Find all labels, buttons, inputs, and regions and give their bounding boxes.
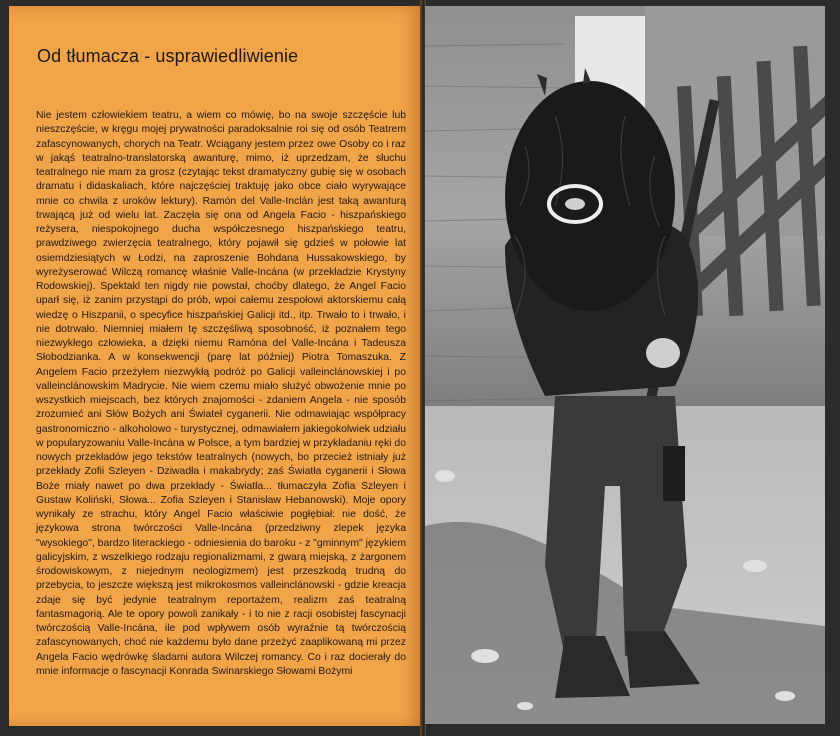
page-title: Od tłumacza - usprawiedliwienie (37, 46, 299, 66)
body-text: Nie jestem człowiekiem teatru, a wiem co mówię, bo na swoje szczęście lub nieszczęście, w kręgu mojej prywatności paradoksalnie roi się od osób Teatrem zafascynowanych, chorych na Teatr. Wciągany jestem przez owe Osoby co i raz w jakąś teatralno-translatorską awanturę, mimo, iż uprzedzam, że słuchu teatralnego nie mam za grosz (czytając tekst dramatyczny gubię się w osobach dramatu i didaskaliach, które najczęściej traktuję jako obce ciało wyrywające mnie co chwila z uroków lektury). Ramón del Valle-Inclán jest taką awanturą trwającą już od wielu lat. Zaczęła się ona od Angela Facio - hiszpańskiego reżysera, niespokojnego ducha współczesnego hiszpańskiego teatru, prawdziwego zwierzęcia teatralnego, który pojawił się gdzieś w połowie lat osiemdziesiątych w Łodzi, na zaproszenie Bohdana Hussakowskiego, by wyreżyserować Wilczą romancę właśnie Valle-Incána (w przekładzie Krystyny Rodowskiej). Spektakl ten nigdy nie powstał, choćby dlatego, że Angel Facio uparł się, iż zanim przystąpi do prób, wpoi całemu zespołowi aktorskiemu całą wiedzę o Hiszpanii, o specyfice hiszpańskiej Galicji itd., itp. Trwało to i trwało, i nie dotrwało. Niemniej miałem tę szczęśliwą sposobność, iż poznałem tego niezwykłego człowieka, a dzięki niemu Ramóna del Valle-Incána i Tadeusza Słobodzianka. A w konsekwencji (parę lat później) Piotra Tomaszuka. Z Angelem Facio przeżyłem niezwykłą podróż po Galicji valleinclánowskiej i po valleinclánowskim Madrycie. Nie wiem czemu miało służyć obwożenie mnie po wszystkich miejscach, bez których znajomości - zdaniem Angela - nie sposób zrozumieć ani Słów Bożych ani Świateł cyganerii. Nie odmawiając współpracy gastronomiczno - alkoholowo - turystycznej, odmawiałem jakiegokolwiek udziału w popularyzowaniu Valle-Incána w Polsce, a tym bardziej w przykładaniu ręki do nowych przekładów jego tekstów teatralnych (nowych, bo przecież istniały już przekłady Zofii Szleyen - Dziwadła i makabrydy; zaś Światła cyganerii i Słowa Boże miały nawet po dwa przekłady - Światła... tłumaczyła Zofia Szleyen i Gustaw Koliński, Słowa... Zofia Szleyen i Stanisław Hebanowski). Moje opory wynikały ze strachu, który Angel Facio właściwie pogłębiał: nie dość, że językowa strona twórczości Valle-Incána (przedziwny zlepek języka "wysokiego", bardzo literackiego - odniesienia do baroku - z "gminnym" językiem galicyjskim, z wszelkiego rodzaju regionalizmami, z gwarą miejską, z żargonem środowiskowym, z niejednym neologizmem) jest przeszkodą trudną do przebycia, to jeszcze większą jest mikrokosmos valleinclánowski - gdzie kreacja zdaje się być jedynie teatralnym reportażem, realizm zaś teatralną fantasmagorią. Ale te opory powoli zanikały - i to nie z racji osobistej fascynacji twórczością Valle-Incána, ile pod wpływem osób wyraźnie tą twórczością zafascynowanych, choć nie każdemu było dane przeżyć zaaplikowaną mi przez Angela Facio wędrówkę śladami autora Wilczej romancy. Co i raz docierały do mnie informacje o fascynacji Konrada Swinarskiego Słowami Bożymi (36, 110, 406, 677)
photo-page (425, 6, 825, 724)
left-page (9, 6, 423, 726)
masked-figure-photo-icon (425, 6, 825, 724)
